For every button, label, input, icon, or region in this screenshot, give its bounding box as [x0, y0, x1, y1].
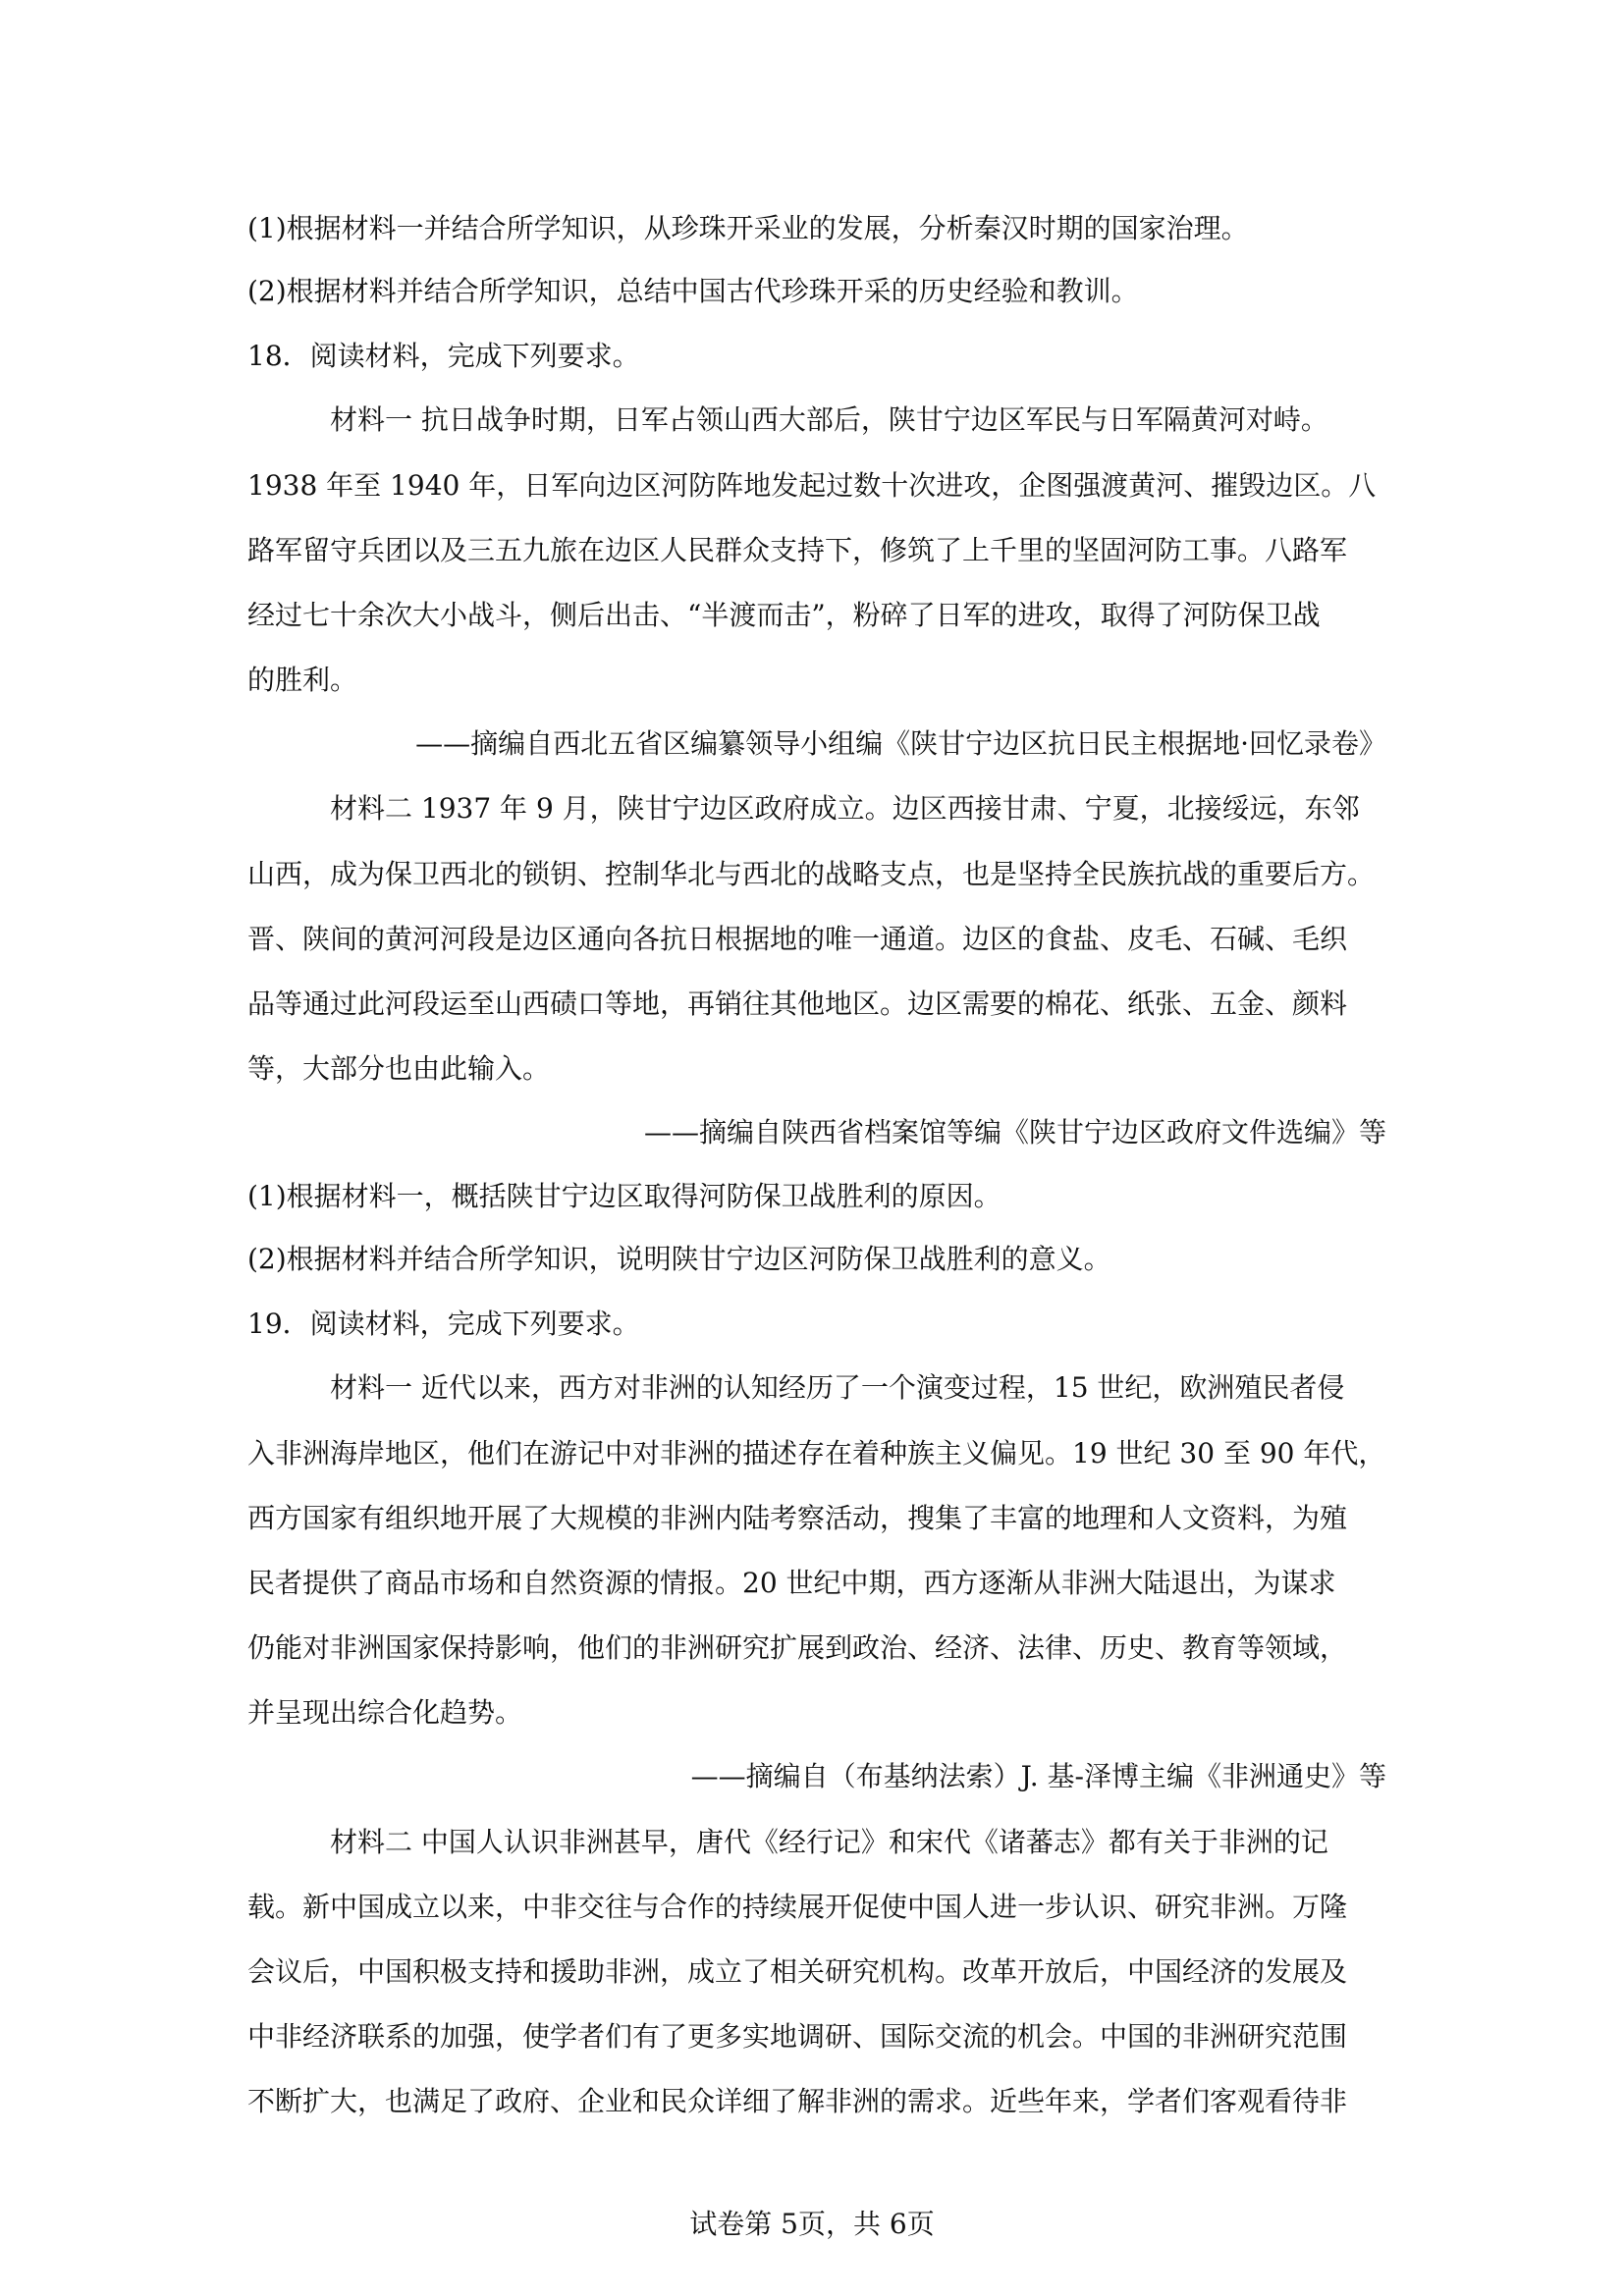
q18-m1-line: 1938 年至 1940 年，日军向边区河防阵地发起过数十次进攻，企图强渡黄河、摧毁边区。八: [247, 469, 1377, 502]
q18-m1-line: 经过七十余次大小战斗，侧后出击、“半渡而击”，粉碎了日军的进攻，取得了河防保卫战: [247, 599, 1321, 631]
q18-m1-line: 的胜利。: [247, 664, 358, 696]
q18-sub1: (1)根据材料一，概括陕甘宁边区取得河防保卫战胜利的原因。: [247, 1180, 1001, 1212]
q19-m1-line: 并呈现出综合化趋势。: [247, 1696, 523, 1729]
q19-m1-line: 西方国家有组织地开展了大规模的非洲内陆考察活动，搜集了丰富的地理和人文资料，为殖: [247, 1502, 1348, 1534]
q19-m1-line: 入非洲海岸地区，他们在游记中对非洲的描述存在着种族主义偏见。19 世纪 30 至 90 年代，: [247, 1437, 1386, 1469]
q18-sub2: (2)根据材料并结合所学知识，说明陕甘宁边区河防保卫战胜利的意义。: [247, 1243, 1111, 1275]
q19-m1-line: 材料一 近代以来，西方对非洲的认知经历了一个演变过程，15 世纪，欧洲殖民者侵: [330, 1371, 1345, 1404]
q17-sub1: (1)根据材料一并结合所学知识，从珍珠开采业的发展，分析秦汉时期的国家治理。: [247, 212, 1249, 244]
q19-title: 19．阅读材料，完成下列要求。: [247, 1308, 640, 1340]
q18-m1-line: 路军留守兵团以及三五九旅在边区人民群众支持下，修筑了上千里的坚固河防工事。八路军: [247, 534, 1348, 566]
q19-m1-line: 民者提供了商品市场和自然资源的情报。20 世纪中期，西方逐渐从非洲大陆退出，为谋求: [247, 1567, 1336, 1599]
page-footer: 试卷第 5页，共 6页: [689, 2208, 935, 2240]
q19-m1-source: ——摘编自（布基纳法索）J. 基-泽博主编《非洲通史》等: [690, 1760, 1386, 1792]
q19-m2-line: 材料二 中国人认识非洲甚早，唐代《经行记》和宋代《诸蕃志》都有关于非洲的记: [330, 1826, 1328, 1858]
q18-m2-line: 山西，成为保卫西北的锁钥、控制华北与西北的战略支点，也是坚持全民族抗战的重要后方。: [247, 858, 1376, 890]
q18-m2-line: 等，大部分也由此输入。: [247, 1052, 551, 1085]
q18-m2-line: 品等通过此河段运至山西碛口等地，再销往其他地区。边区需要的棉花、纸张、五金、颜料: [247, 988, 1348, 1020]
q18-m1-source: ——摘编自西北五省区编纂领导小组编《陕甘宁边区抗日民主根据地·回忆录卷》: [415, 727, 1386, 760]
q18-m2-line: 晋、陕间的黄河河段是边区通向各抗日根据地的唯一通道。边区的食盐、皮毛、石碱、毛织: [247, 923, 1348, 955]
q18-m1-line: 材料一 抗日战争时期，日军占领山西大部后，陕甘宁边区军民与日军隔黄河对峙。: [330, 403, 1328, 436]
q19-m2-line: 会议后，中国积极支持和援助非洲，成立了相关研究机构。改革开放后，中国经济的发展及: [247, 1955, 1348, 1988]
q18-m2-source: ——摘编自陕西省档案馆等编《陕甘宁边区政府文件选编》等: [643, 1116, 1386, 1148]
q19-m2-line: 载。新中国成立以来，中非交往与合作的持续展开促使中国人进一步认识、研究非洲。万隆: [247, 1891, 1348, 1923]
q18-title: 18．阅读材料，完成下列要求。: [247, 340, 640, 372]
q17-sub2: (2)根据材料并结合所学知识，总结中国古代珍珠开采的历史经验和教训。: [247, 275, 1139, 307]
q19-m2-line: 中非经济联系的加强，使学者们有了更多实地调研、国际交流的机会。中国的非洲研究范围: [247, 2020, 1348, 2053]
q19-m2-line: 不断扩大，也满足了政府、企业和民众详细了解非洲的需求。近些年来，学者们客观看待非: [247, 2085, 1348, 2117]
q19-m1-line: 仍能对非洲国家保持影响，他们的非洲研究扩展到政治、经济、法律、历史、教育等领域，: [247, 1631, 1348, 1664]
q18-m2-line: 材料二 1937 年 9 月，陕甘宁边区政府成立。边区西接甘肃、宁夏，北接绥远，东邻: [330, 792, 1360, 825]
